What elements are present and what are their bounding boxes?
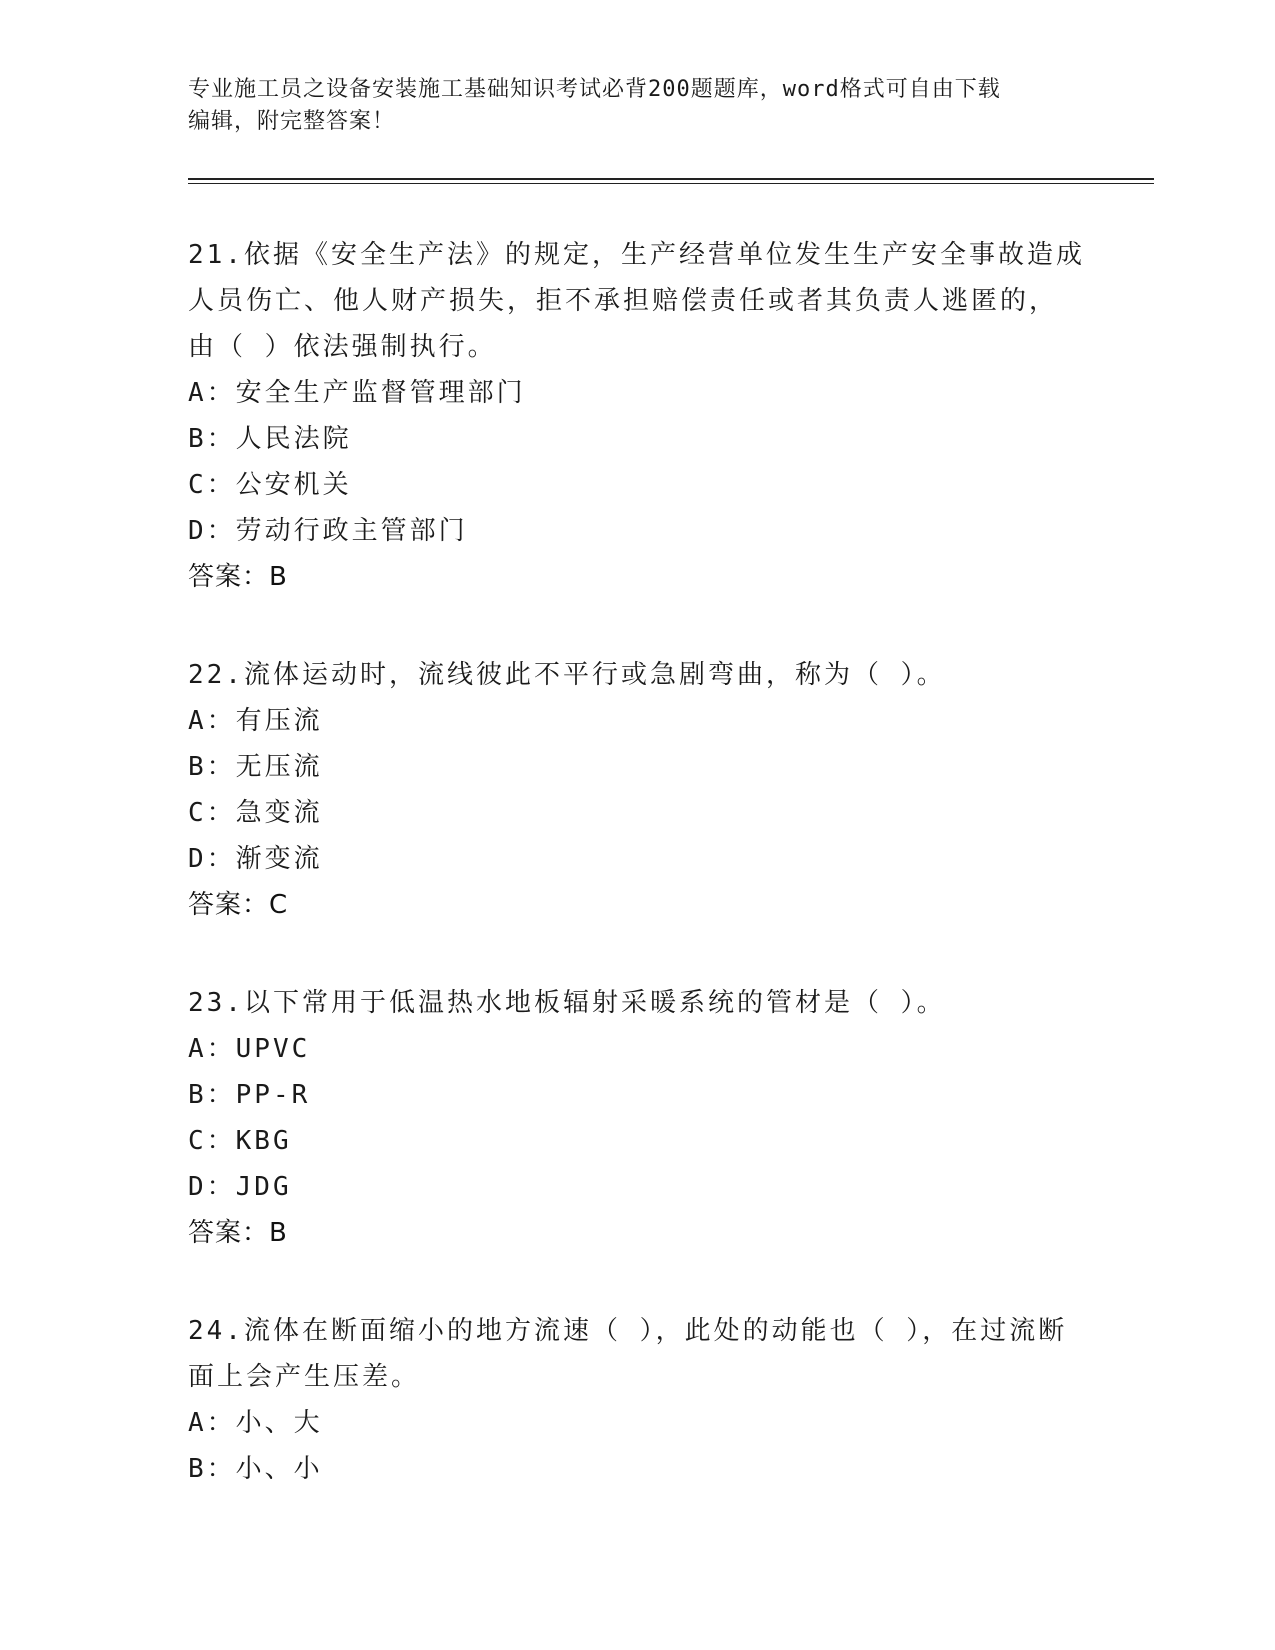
question-stem-line: 24.流体在断面缩小的地方流速（ ），此处的动能也（ ），在过流断: [188, 1316, 1068, 1346]
question-23: [188, 980, 1088, 1256]
header-line-1: 专业施工员之设备安装施工基础知识考试必背200题题库，word格式可自由下载: [188, 77, 1001, 102]
option-d: D：劳动行政主管部门: [188, 516, 468, 546]
question-stem-line: 22.流体运动时，流线彼此不平行或急剧弯曲，称为（ ）。: [188, 660, 946, 690]
option-d: D：渐变流: [188, 844, 323, 874]
question-21: [188, 232, 1088, 600]
question-list: [188, 232, 1088, 1544]
answer-line: 答案：B: [188, 1218, 288, 1248]
option-b: B：人民法院: [188, 424, 352, 454]
question-stem-line: 由（ ）依法强制执行。: [188, 332, 497, 362]
question-stem-line: 23.以下常用于低温热水地板辐射采暖系统的管材是（ ）。: [188, 988, 946, 1018]
option-a: A：UPVC: [188, 1034, 311, 1064]
option-a: A：有压流: [188, 706, 323, 736]
option-c: C：急变流: [188, 798, 323, 828]
question-stem-line: 21.依据《安全生产法》的规定，生产经营单位发生生产安全事故造成: [188, 240, 1085, 270]
option-a: A：安全生产监督管理部门: [188, 378, 526, 408]
question-stem-line: 面上会产生压差。: [188, 1362, 421, 1392]
option-d: D：JDG: [188, 1172, 292, 1202]
option-c: C：KBG: [188, 1126, 292, 1156]
document-header: [188, 74, 1088, 138]
option-a: A：小、大: [188, 1408, 323, 1438]
option-c: C：公安机关: [188, 470, 352, 500]
header-line-2: 编辑，附完整答案！: [188, 109, 396, 134]
header-divider-thick: [188, 178, 1154, 180]
question-22: [188, 652, 1088, 928]
header-divider-thin: [188, 183, 1154, 184]
option-b: B：小、小: [188, 1454, 323, 1484]
question-stem-line: 人员伤亡、他人财产损失，拒不承担赔偿责任或者其负责人逃匿的，: [188, 286, 1059, 316]
option-b: B：无压流: [188, 752, 323, 782]
option-b: B：PP-R: [188, 1080, 311, 1110]
question-24: [188, 1308, 1088, 1492]
answer-line: 答案：B: [188, 562, 288, 592]
answer-line: 答案：C: [188, 890, 289, 920]
